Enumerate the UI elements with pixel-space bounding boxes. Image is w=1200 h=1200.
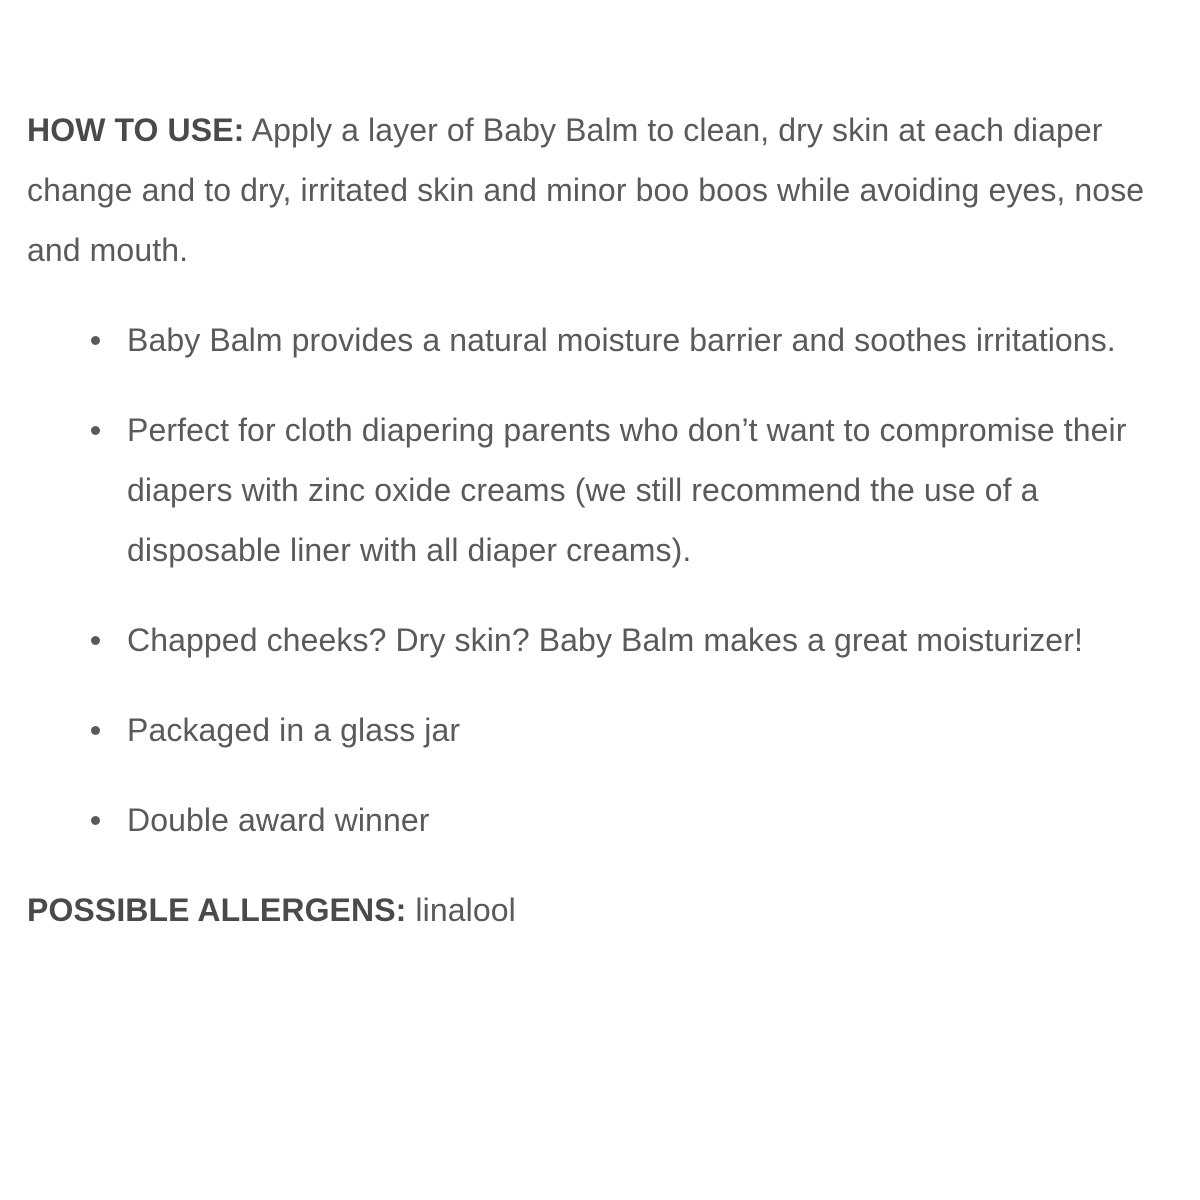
list-item-text: Double award winner [127,802,430,838]
allergens-text: linalool [406,892,516,928]
list-item [27,790,1177,850]
list-item-text: Baby Balm provides a natural moisture barrier and soothes irritations. [127,322,1116,358]
bullet-icon [91,426,100,435]
bullet-icon [91,336,100,345]
list-item [27,400,1177,580]
bullet-icon [91,816,100,825]
product-description [27,100,1177,940]
feature-list [27,310,1177,850]
how-to-use-label: HOW TO USE: [27,112,245,148]
list-item [27,700,1177,760]
allergens-paragraph [27,880,1177,940]
how-to-use-paragraph [27,100,1177,280]
bullet-icon [91,726,100,735]
list-item-text: Packaged in a glass jar [127,712,461,748]
how-to-use-text: Apply a layer of Baby Balm to clean, dry skin at each diaper change and to dry, irritated skin and minor boo boos while avoiding eyes, nose and mouth. [27,112,1145,268]
list-item-text: Chapped cheeks? Dry skin? Baby Balm makes a great moisturizer! [127,622,1083,658]
list-item-text: Perfect for cloth diapering parents who don’t want to compromise their diapers with zinc oxide creams (we still recommend the use of a disposable liner with all diaper creams). [127,412,1127,568]
list-item [27,610,1177,670]
list-item [27,310,1177,370]
allergens-label: POSSIBLE ALLERGENS: [27,892,407,928]
bullet-icon [91,636,100,645]
